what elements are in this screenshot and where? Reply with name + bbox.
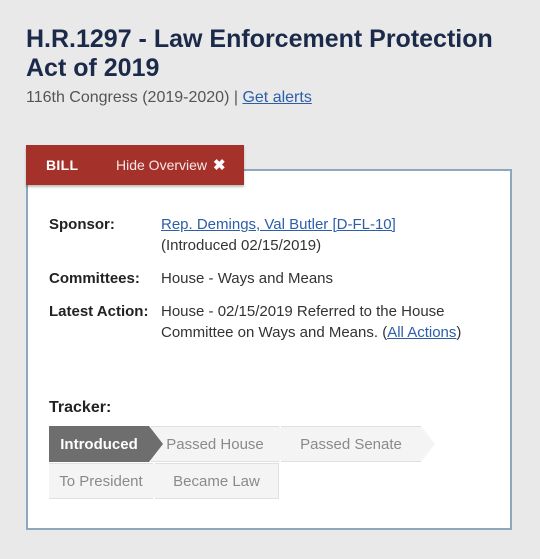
latest-action-label: Latest Action: (49, 303, 149, 320)
sponsor-value (161, 214, 471, 256)
sponsor-label: Sponsor: (49, 216, 115, 233)
all-actions-link[interactable]: All Actions (387, 324, 457, 341)
committees-value: House - Ways and Means (161, 270, 334, 287)
get-alerts-link[interactable]: Get alerts (242, 89, 312, 106)
tab-bill[interactable]: BILL (46, 157, 79, 173)
introduced-date: (Introduced 02/15/2019) (161, 237, 322, 254)
bill-title: H.R.1297 - Law Enforcement Protection Act of 2019 (26, 25, 493, 82)
hide-overview-button[interactable] (108, 156, 226, 174)
tracker-step-label: Introduced (60, 435, 138, 453)
tracker-step-label: To President (59, 472, 143, 490)
committees-label: Committees: (49, 270, 140, 287)
tracker-step-label: Became Law (173, 472, 260, 490)
all-actions-open-paren: ( (382, 324, 388, 341)
all-actions-close-paren: ) (456, 324, 462, 341)
latest-action-text: House - 02/15/2019 Referred to the House Committee on Ways and Means. (161, 303, 445, 341)
latest-action-value (161, 301, 471, 343)
tracker-step-label: Passed Senate (300, 435, 402, 453)
tracker-step-label: Passed House (166, 435, 264, 453)
overview-panel (26, 169, 512, 530)
tracker-step-passed-senate (281, 426, 421, 462)
tracker-step-introduced (49, 426, 149, 462)
congress-session: 116th Congress (2019-2020) (26, 89, 230, 106)
committees-row (49, 268, 489, 290)
separator: | (233, 89, 238, 106)
tracker-label: Tracker: (49, 399, 112, 416)
tracker-arrow (421, 426, 435, 462)
tracker-arrow (153, 463, 167, 499)
tracker-step-passed-house (151, 426, 279, 462)
tracker-arrow (279, 426, 293, 462)
close-icon: ✖ (213, 157, 226, 174)
tracker-step-became-law (155, 463, 279, 499)
hide-overview-label: Hide Overview (116, 157, 208, 173)
latest-action-row (49, 301, 489, 365)
tracker-arrow (149, 426, 163, 462)
overview-tab-bar (26, 145, 244, 185)
sponsor-link[interactable]: Rep. Demings, Val Butler [D-FL-10] (161, 216, 396, 233)
sponsor-row (49, 214, 489, 258)
tracker-step-to-president (49, 463, 153, 499)
congress-line (26, 89, 312, 107)
